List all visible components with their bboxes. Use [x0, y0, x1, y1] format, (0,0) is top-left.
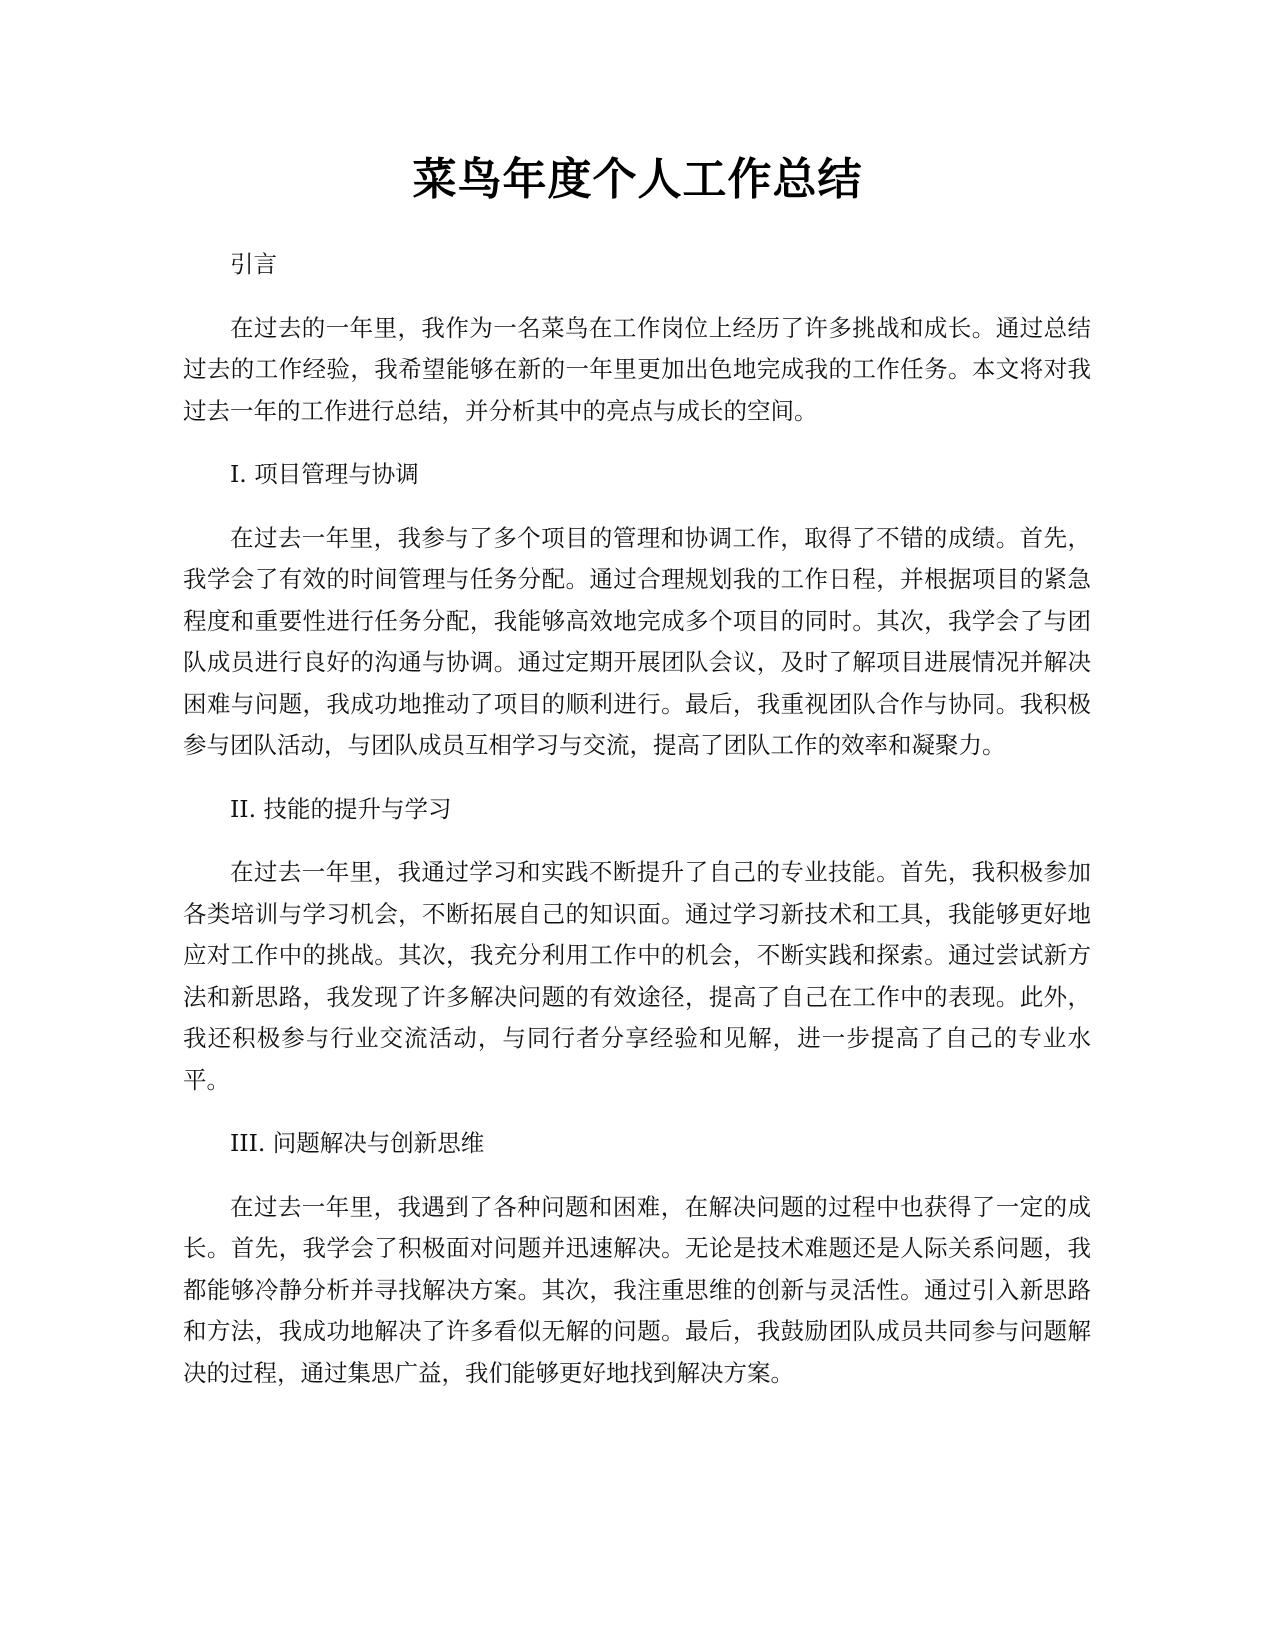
section-paragraph-problem-solving: 在过去一年里，我遇到了各种问题和困难，在解决问题的过程中也获得了一定的成长。首先，我学会了积极面对问题并迅速解决。无论是技术难题还是人际关系问题，我都能够冷静分析并寻找解决方案。其次，我注重思维的创新与灵活性。通过引入新思路和方法，我成功地解决了许多看似无解的问题。最后，我鼓励团队成员共同参与问题解决的过程，通过集思广益，我们能够更好地找到解决方案。: [183, 1192, 1091, 1387]
section-heading-project-management: I. 项目管理与协调: [230, 460, 419, 488]
document-title: 菜鸟年度个人工作总结: [412, 154, 863, 205]
section-paragraph-skills: 在过去一年里，我通过学习和实践不断提升了自己的专业技能。首先，我积极参加各类培训与学习机会，不断拓展自己的知识面。通过学习新技术和工具，我能够更好地应对工作中的挑战。其次，我充分利用工作中的机会，不断实践和探索。通过尝试新方法和新思路，我发现了许多解决问题的有效途径，提高了自己在工作中的表现。此外，我还积极参与行业交流活动，与同行者分享经验和见解，进一步提高了自己的专业水平。: [183, 858, 1091, 1094]
section-heading-introduction: 引言: [230, 250, 277, 278]
section-heading-skills: II. 技能的提升与学习: [230, 794, 452, 823]
document-body: [183, 244, 1091, 1416]
section-paragraph-project-management: 在过去一年里，我参与了多个项目的管理和协调工作，取得了不错的成绩。首先，我学会了有效的时间管理与任务分配。通过合理规划我的工作日程，并根据项目的紧急程度和重要性进行任务分配，我能够高效地完成多个项目的同时。其次，我学会了与团队成员进行良好的沟通与协调。通过定期开展团队会议，及时了解项目进展情况并解决困难与问题，我成功地推动了项目的顺利进行。最后，我重视团队合作与协同。我积极参与团队活动，与团队成员互相学习与交流，提高了团队工作的效率和凝聚力。: [183, 523, 1091, 759]
section-heading-problem-solving: III. 问题解决与创新思维: [230, 1129, 485, 1157]
section-paragraph-introduction: 在过去的一年里，我作为一名菜鸟在工作岗位上经历了许多挑战和成长。通过总结过去的工作经验，我希望能够在新的一年里更加出色地完成我的工作任务。本文将对我过去一年的工作进行总结，并分析其中的亮点与成长的空间。: [183, 313, 1091, 425]
